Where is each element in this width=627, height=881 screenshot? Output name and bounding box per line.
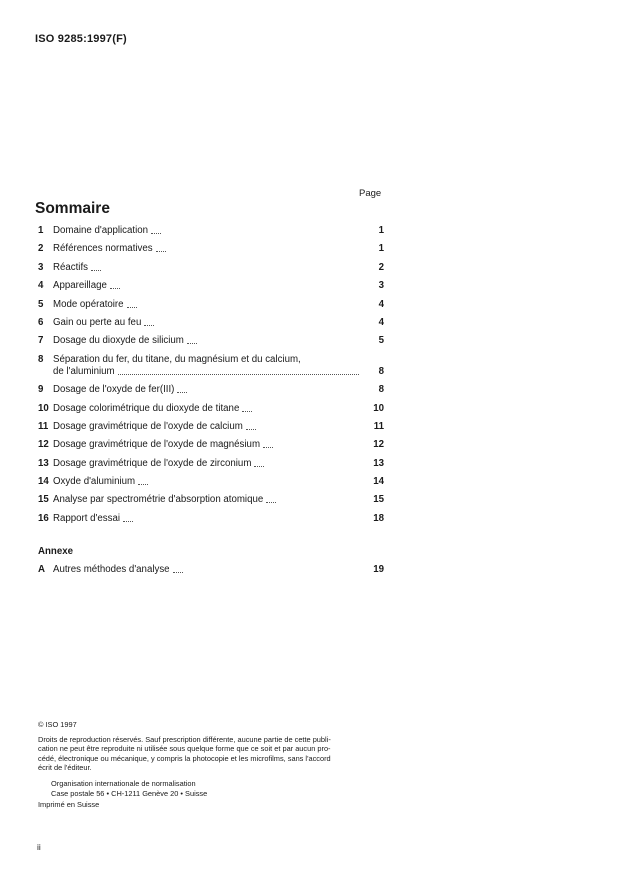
footer-page-number: ii <box>37 842 41 852</box>
contents-title: Sommaire <box>35 200 110 217</box>
toc-entry-title: Rapport d'essai <box>53 512 121 524</box>
toc-entry-title: Dosage du dioxyde de silicium <box>53 335 184 347</box>
toc-entry-page: 14 <box>373 476 384 488</box>
toc-entry-page: 5 <box>378 335 384 347</box>
toc-entry-title: Dosage gravimétrique de l'oxyde de magnésium <box>53 439 261 451</box>
rights-line: cation ne peut être reproduite ni utilisée sous quelque forme que ce soit et par aucun pro- <box>38 744 331 754</box>
toc-entry-number: 11 <box>38 420 49 432</box>
dot-leader <box>91 269 101 271</box>
toc-entry[interactable] <box>38 262 384 274</box>
annex-list <box>38 564 384 582</box>
copyright-block <box>38 720 384 810</box>
toc-entry-number: 7 <box>38 335 44 347</box>
annex-heading: Annexe <box>38 546 73 557</box>
dot-leader <box>123 520 133 522</box>
table-of-contents <box>38 225 384 531</box>
toc-entry-title: Autres méthodes d'analyse <box>53 564 170 575</box>
rights-statement <box>38 735 384 773</box>
toc-entry-title: de l'aluminium <box>53 365 115 377</box>
toc-entry-page: 15 <box>373 494 384 506</box>
toc-entry-title: Réactifs <box>53 261 88 273</box>
organization-address: Case postale 56 • CH-1211 Genève 20 • Suisse <box>51 788 208 798</box>
toc-entry-number: 12 <box>38 439 49 451</box>
toc-entry-title: Gain ou perte au feu <box>53 316 142 328</box>
dot-leader <box>127 306 137 308</box>
standard-id-header: ISO 9285:1997(F) <box>35 33 127 45</box>
toc-entry[interactable] <box>38 384 384 396</box>
toc-entry-page: 4 <box>378 298 384 310</box>
dot-leader <box>118 373 359 375</box>
toc-entry-number: 13 <box>38 457 49 469</box>
toc-entry-number: 14 <box>38 476 49 488</box>
toc-entry[interactable] <box>38 335 384 347</box>
dot-leader <box>254 465 264 467</box>
toc-entry-number: 8 <box>38 353 44 365</box>
toc-entry[interactable] <box>38 243 384 255</box>
toc-entry-title: Dosage de l'oxyde de fer(III) <box>53 384 175 396</box>
toc-entry[interactable] <box>38 403 384 415</box>
dot-leader <box>266 501 276 503</box>
toc-entry-number: 16 <box>38 512 49 524</box>
toc-entry[interactable] <box>38 225 384 237</box>
toc-entry-number: 5 <box>38 298 44 310</box>
toc-entry[interactable] <box>38 299 384 311</box>
toc-entry-page: 12 <box>373 439 384 451</box>
copyright-notice: © ISO 1997 <box>38 720 77 729</box>
toc-entry-page: 1 <box>378 225 384 236</box>
toc-entry[interactable] <box>38 421 384 433</box>
toc-entry-page: 19 <box>373 564 384 575</box>
toc-entry-page: 11 <box>373 420 384 432</box>
toc-entry[interactable] <box>38 458 384 470</box>
dot-leader <box>110 287 120 289</box>
page-column-label: Page <box>359 188 382 199</box>
dot-leader <box>177 391 187 393</box>
toc-entry-number: 15 <box>38 494 49 506</box>
toc-entry[interactable] <box>38 354 384 378</box>
toc-entry-title: Appareillage <box>53 280 107 292</box>
toc-entry-page: 13 <box>373 457 384 469</box>
toc-entry-page: 18 <box>373 512 384 524</box>
dot-leader <box>242 410 252 412</box>
toc-entry[interactable] <box>38 439 384 451</box>
toc-entry-page: 2 <box>378 261 384 273</box>
toc-entry[interactable] <box>38 476 384 488</box>
toc-entry-number: A <box>38 564 45 575</box>
rights-line: écrit de l'éditeur. <box>38 763 92 773</box>
printed-in: Imprimé en Suisse <box>38 800 100 810</box>
dot-leader <box>151 232 161 234</box>
toc-entry-number: 1 <box>38 225 44 236</box>
toc-entry-page: 10 <box>373 402 384 414</box>
toc-entry-number: 2 <box>38 243 44 255</box>
toc-entry-number: 6 <box>38 316 44 328</box>
dot-leader <box>144 324 154 326</box>
toc-entry-title: Domaine d'application <box>53 225 149 236</box>
toc-entry-number: 4 <box>38 280 44 292</box>
toc-entry-page: 1 <box>378 243 384 255</box>
toc-entry[interactable] <box>38 494 384 506</box>
dot-leader <box>246 428 256 430</box>
toc-entry-title: Dosage gravimétrique de l'oxyde de calcium <box>53 420 243 432</box>
dot-leader <box>138 483 148 485</box>
toc-entry[interactable] <box>38 280 384 292</box>
toc-entry[interactable] <box>38 317 384 329</box>
toc-entry-page: 3 <box>378 280 384 292</box>
dot-leader <box>187 342 197 344</box>
toc-entry-page: 8 <box>378 365 384 377</box>
toc-entry[interactable] <box>38 564 384 576</box>
toc-entry-page: 8 <box>378 384 384 396</box>
organization-name: Organisation internationale de normalisation <box>51 778 196 788</box>
toc-entry-number: 10 <box>38 402 49 414</box>
toc-entry-number: 9 <box>38 384 44 396</box>
toc-entry[interactable] <box>38 513 384 525</box>
dot-leader <box>173 571 183 573</box>
toc-entry-title: Dosage gravimétrique de l'oxyde de zirconium <box>53 457 252 469</box>
toc-entry-number: 3 <box>38 261 44 273</box>
toc-entry-title: Analyse par spectrométrie d'absorption atomique <box>53 494 264 506</box>
toc-entry-title: Oxyde d'aluminium <box>53 476 136 488</box>
dot-leader <box>263 446 273 448</box>
rights-line: Droits de reproduction réservés. Sauf prescription différente, aucune partie de cette publi- <box>38 734 331 744</box>
toc-entry-page: 4 <box>378 316 384 328</box>
toc-entry-title: Séparation du fer, du titane, du magnésium et du calcium, <box>53 353 301 365</box>
toc-entry-title: Dosage colorimétrique du dioxyde de titane <box>53 402 240 414</box>
toc-entry-title: Mode opératoire <box>53 298 124 310</box>
dot-leader <box>156 250 166 252</box>
toc-entry-title: Références normatives <box>53 243 153 255</box>
rights-line: cédé, électronique ou mécanique, y compris la photocopie et les microfilms, sans l'accord <box>38 753 331 763</box>
